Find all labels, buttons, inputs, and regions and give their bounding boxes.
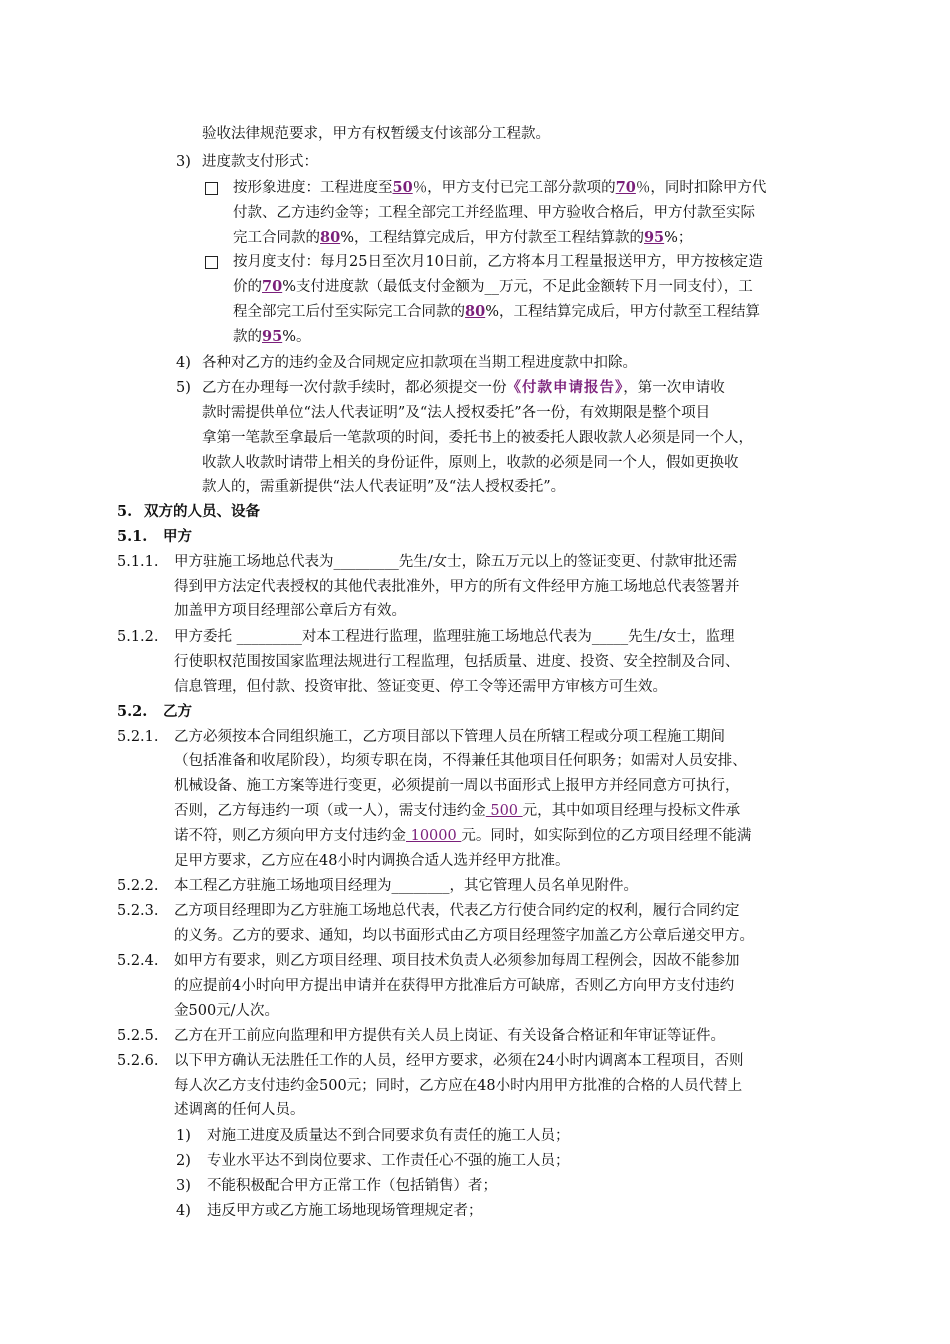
text-line: 乙方项目经理即为乙方驻施工场地总代表，代表乙方行使合同约定的权利，履行合同约定 xyxy=(174,903,740,919)
text-line: 述调离的任何人员。 xyxy=(174,1102,305,1118)
text-line: 收款人收款时请带上相关的身份证件，原则上，收款的必须是同一个人，假如更换收 xyxy=(202,455,739,471)
text-line: 信息管理，但付款、投资审批、签证变更、停工令等还需甲方审核方可生效。 xyxy=(174,679,667,695)
text-line: （包括准备和收尾阶段），均须专职在岗，不得兼任其他项目任何职务；如需对人员安排、 xyxy=(174,753,747,769)
text-line: 得到甲方法定代表授权的其他代表批准外，甲方的所有文件经甲方施工场地总代表签署并 xyxy=(174,579,740,595)
text-segment: %支付进度款（最低支付金额为__万元，不足此金额转下月一同支付），工 xyxy=(282,279,753,295)
text-line: 金500元/人次。 xyxy=(174,1003,280,1019)
penalty-amount: 10000 xyxy=(406,828,462,844)
text-line: 每人次乙方支付违约金500元；同时，乙方应在48小时内用甲方批准的合格的人员代替上 xyxy=(174,1078,743,1094)
checkbox-icon xyxy=(205,182,218,195)
clause-number: 5.2.2. xyxy=(117,878,159,894)
percentage-value: 80 xyxy=(320,229,341,246)
text-line xyxy=(233,178,766,198)
text-line: 甲方 xyxy=(163,528,192,545)
text-segment: 否则，乙方每违约一项（或一人），需支付违约金 xyxy=(174,803,486,819)
text-line xyxy=(233,228,692,248)
clause-number: 5) xyxy=(176,380,191,396)
text-line xyxy=(202,378,725,398)
text-line: 甲方驻施工场地总代表为_________先生/女士，除五万元以上的签证变更、付款审批还需 xyxy=(174,554,738,570)
text-segment: 完工合同款的 xyxy=(233,230,320,246)
clause-number: 5.2.6. xyxy=(117,1053,159,1069)
penalty-amount: 500 xyxy=(485,803,523,819)
text-segment: ，第一次申请收 xyxy=(623,380,725,396)
text-segment: ％，甲方支付已完工部分款项的 xyxy=(412,180,616,196)
clause-number: 2) xyxy=(176,1153,191,1169)
percentage-value: 50 xyxy=(392,179,413,196)
text-line xyxy=(233,277,753,297)
text-segment: 元，其中如项目经理与投标文件承 xyxy=(522,803,741,819)
text-line: 专业水平达不到岗位要求、工作责任心不强的施工人员； xyxy=(207,1153,570,1169)
clause-number: 1) xyxy=(176,1128,191,1144)
clause-number: 4) xyxy=(176,355,191,371)
text-segment: 程全部完工后付至实际完工合同款的 xyxy=(233,304,465,320)
text-line xyxy=(233,327,310,347)
text-line: 各种对乙方的违约金及合同规定应扣款项在当期工程进度款中扣除。 xyxy=(202,355,637,371)
text-segment: 按形象进度：工程进度至 xyxy=(233,180,393,196)
text-line: 拿第一笔款至拿最后一笔款项的时间，委托书上的被委托人跟收款人必须是同一个人， xyxy=(202,430,753,446)
percentage-value: 70 xyxy=(615,179,636,196)
text-line: 如甲方有要求，则乙方项目经理、项目技术负责人必须参加每周工程例会，因故不能参加 xyxy=(174,953,740,969)
text-line: 双方的人员、设备 xyxy=(144,503,260,520)
clause-number: 4) xyxy=(176,1203,191,1219)
text-line: 足甲方要求，乙方应在48小时内调换合适人选并经甲方批准。 xyxy=(174,853,570,869)
clause-number: 5.2.1. xyxy=(117,729,159,745)
text-line: 行使职权范围按国家监理法规进行工程监理，包括质量、进度、投资、安全控制及合同、 xyxy=(174,654,740,670)
checkbox-icon xyxy=(205,256,218,269)
text-segment: %，工程结算完成后，甲方付款至工程结算款的 xyxy=(340,230,644,246)
text-line: 验收法律规范要求，甲方有权暂缓支付该部分工程款。 xyxy=(202,126,550,142)
text-line: 对施工进度及质量达不到合同要求负有责任的施工人员； xyxy=(207,1128,570,1144)
percentage-value: 95 xyxy=(643,229,665,246)
text-line: 机械设备、施工方案等进行变更，必须提前一周以书面形式上报甲方并经同意方可执行， xyxy=(174,778,740,794)
text-segment: 乙方在办理每一次付款手续时，都必须提交一份 xyxy=(202,380,507,396)
text-line: 以下甲方确认无法胜任工作的人员，经甲方要求，必须在24小时内调离本工程项目，否则 xyxy=(174,1053,744,1069)
text-segment: 价的 xyxy=(233,279,262,295)
text-line: 按月度支付：每月25日至次月10日前，乙方将本月工程量报送甲方，甲方按核定造 xyxy=(233,254,763,270)
text-line xyxy=(233,302,760,322)
clause-number: 5.1. xyxy=(117,528,148,545)
text-segment: %。 xyxy=(282,329,311,345)
text-line: 乙方在开工前应向监理和甲方提供有关人员上岗证、有关设备合格证和年审证等证件。 xyxy=(174,1028,725,1044)
text-line: 乙方必须按本合同组织施工，乙方项目部以下管理人员在所辖工程或分项工程施工期间 xyxy=(174,729,725,745)
text-segment: 款的 xyxy=(233,329,262,345)
clause-number: 5.2. xyxy=(117,703,148,720)
text-line: 款时需提供单位“法人代表证明”及“法人授权委托”各一份，有效期限是整个项目 xyxy=(202,405,711,421)
text-line: 不能积极配合甲方正常工作（包括销售）者； xyxy=(207,1178,497,1194)
text-line: 乙方 xyxy=(163,703,192,720)
text-line: 加盖甲方项目经理部公章后方有效。 xyxy=(174,603,406,619)
percentage-value: 70 xyxy=(262,278,283,295)
percentage-value: 95 xyxy=(262,328,283,345)
percentage-value: 80 xyxy=(465,303,486,320)
clause-number: 3) xyxy=(176,154,191,170)
clause-number: 5.2.3. xyxy=(117,903,159,919)
text-line: 进度款支付形式： xyxy=(202,154,318,170)
text-segment: %，工程结算完成后，甲方付款至工程结算 xyxy=(485,304,760,320)
clause-number: 5.1.2. xyxy=(117,629,159,645)
text-line: 付款、乙方违约金等；工程全部完工并经监理、甲方验收合格后，甲方付款至实际 xyxy=(233,205,755,221)
text-segment: %； xyxy=(664,230,693,246)
clause-number: 3) xyxy=(176,1178,191,1194)
text-line: 本工程乙方驻施工场地项目经理为________，其它管理人员名单见附件。 xyxy=(174,878,638,894)
text-line: 款人的，需重新提供“法人代表证明”及“法人授权委托”。 xyxy=(202,479,566,495)
text-line: 甲方委托 _________对本工程进行监理，监理驻施工场地总代表为_____先生/女士，监理 xyxy=(174,629,735,645)
clause-number: 5.2.5. xyxy=(117,1028,159,1044)
text-line xyxy=(174,826,751,846)
text-segment: ％，同时扣除甲方代 xyxy=(635,180,767,196)
payment-request-report-title: 《付款申请报告》 xyxy=(506,379,624,396)
clause-number: 5.1.1. xyxy=(117,554,159,570)
text-segment: 元。同时，如实际到位的乙方项目经理不能满 xyxy=(461,828,752,844)
clause-number: 5. xyxy=(117,503,133,520)
text-line xyxy=(174,801,740,821)
text-line: 的应提前4小时向甲方提出申请并在获得甲方批准后方可缺席，否则乙方向甲方支付违约 xyxy=(174,978,735,994)
clause-number: 5.2.4. xyxy=(117,953,159,969)
text-line: 的义务。乙方的要求、通知，均以书面形式由乙方项目经理签字加盖乙方公章后递交甲方。 xyxy=(174,928,754,944)
text-segment: 诺不符，则乙方须向甲方支付违约金 xyxy=(174,828,406,844)
text-line: 违反甲方或乙方施工场地现场管理规定者； xyxy=(207,1203,483,1219)
